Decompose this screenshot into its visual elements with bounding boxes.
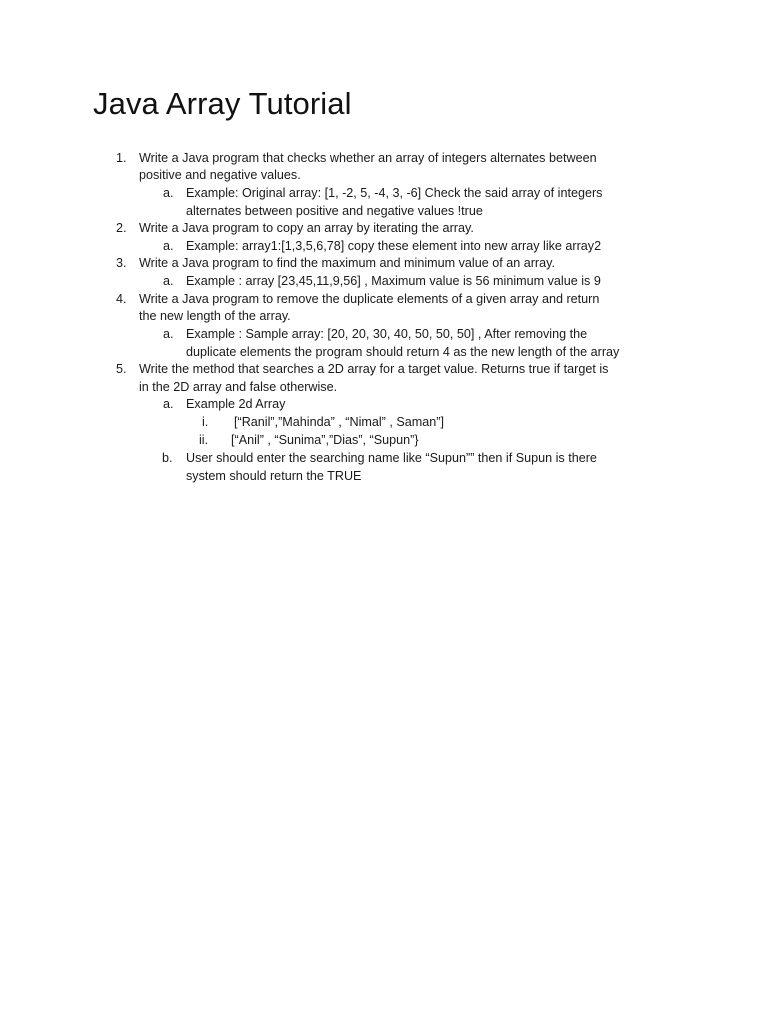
item-4-line-1: Write a Java program to remove the duplicate elements of a given array and return <box>139 292 600 306</box>
item-1a-line-1: Example: Original array: [1, -2, 5, -4, 3, -6] Check the said array of integers <box>186 186 603 200</box>
item-4a-line-2: duplicate elements the program should return 4 as the new length of the array <box>186 345 620 359</box>
item-4a-line-1: Example : Sample array: [20, 20, 30, 40, 50, 50, 50] , After removing the <box>186 327 588 341</box>
item-3-line-1: Write a Java program to find the maximum and minimum value of an array. <box>139 256 555 270</box>
item-4-marker: 4. <box>116 292 127 306</box>
item-1-line-2: positive and negative values. <box>139 168 301 182</box>
item-2a-marker: a. <box>163 239 174 253</box>
item-3-marker: 3. <box>116 256 127 270</box>
item-1a-line-2: alternates between positive and negative values !true <box>186 204 483 218</box>
item-5-line-1: Write the method that searches a 2D array for a target value. Returns true if target is <box>139 362 609 376</box>
item-5b-line-2: system should return the TRUE <box>186 469 362 483</box>
item-5b-line-1: User should enter the searching name like “Supun”” then if Supun is there <box>186 451 597 465</box>
item-1-marker: 1. <box>116 151 127 165</box>
item-5a-i-marker: i. <box>202 415 209 429</box>
item-1a-marker: a. <box>163 186 174 200</box>
item-5a-ii-marker: ii. <box>199 433 209 447</box>
item-3a-marker: a. <box>163 274 174 288</box>
item-4-line-2: the new length of the array. <box>139 309 291 323</box>
item-5a-line-1: Example 2d Array <box>186 397 286 411</box>
item-5a-ii-line-1: [“Anil” , “Sunima”,”Dias”, “Supun”} <box>231 433 419 447</box>
item-4a-marker: a. <box>163 327 174 341</box>
item-5-marker: 5. <box>116 362 127 376</box>
item-5a-i-line-1: [“Ranil”,”Mahinda” , “Nimal” , Saman”] <box>234 415 444 429</box>
item-5a-marker: a. <box>163 397 174 411</box>
item-2-marker: 2. <box>116 221 127 235</box>
item-3a-line-1: Example : array [23,45,11,9,56] , Maximum value is 56 minimum value is 9 <box>186 274 601 288</box>
item-2a-line-1: Example: array1:[1,3,5,6,78] copy these element into new array like array2 <box>186 239 602 253</box>
item-5b-marker: b. <box>162 451 173 465</box>
document-title: Java Array Tutorial <box>93 86 352 121</box>
item-5-line-2: in the 2D array and false otherwise. <box>139 380 338 394</box>
item-1-line-1: Write a Java program that checks whether an array of integers alternates between <box>139 151 597 165</box>
item-2-line-1: Write a Java program to copy an array by iterating the array. <box>139 221 474 235</box>
